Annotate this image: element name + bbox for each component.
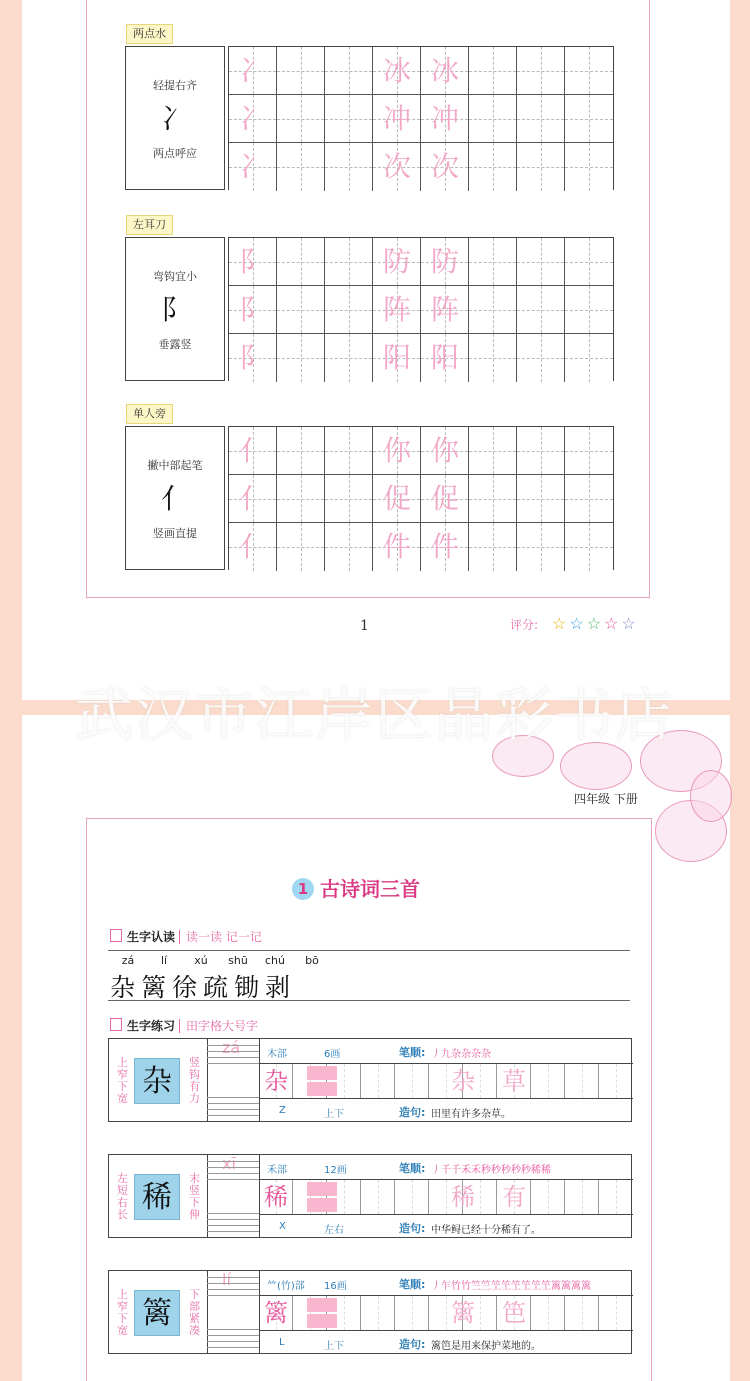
grid-cell[interactable]: [373, 47, 421, 95]
pinyin-lines: [207, 1155, 260, 1237]
pinyin-line: [207, 1097, 259, 1098]
pinyin-line: [207, 1295, 259, 1296]
grid-cell[interactable]: [421, 475, 469, 523]
trace-char: 稀: [264, 1183, 288, 1211]
grid-cell[interactable]: [277, 238, 325, 286]
stroke-count: 6画: [324, 1049, 341, 1060]
grid-char: 冲: [382, 102, 411, 135]
pinyin-line: [207, 1219, 259, 1220]
grid-radical: 阝: [238, 293, 267, 326]
pinyin-line: [207, 1173, 259, 1174]
star-icon[interactable]: ☆: [569, 614, 587, 633]
radical-tip-box: [125, 426, 225, 570]
stroke-count: 12画: [324, 1165, 347, 1176]
star-icon[interactable]: ☆: [621, 614, 639, 633]
sentence-label: 造句:: [399, 1338, 426, 1351]
grid-cell[interactable]: [565, 95, 613, 143]
chars-line: 杂篱徐疏锄剥: [110, 973, 297, 1002]
tian-grid: [228, 46, 614, 190]
trace-block: [307, 1182, 337, 1196]
pinyin-line: [207, 1109, 259, 1110]
pinyin-line: [207, 1277, 259, 1278]
grid-cell[interactable]: [325, 475, 373, 523]
grid-cell[interactable]: [277, 95, 325, 143]
grid-char: 你: [382, 434, 411, 467]
grid-cell[interactable]: [517, 95, 565, 143]
grid-cell[interactable]: [373, 286, 421, 334]
word-card: [108, 1038, 632, 1122]
grid-char: 冲: [430, 102, 459, 135]
grid-cell[interactable]: [277, 143, 325, 191]
grid-cell[interactable]: [565, 143, 613, 191]
example-sentence: 田里有许多杂草。: [431, 1109, 511, 1120]
stroke-count: 16画: [324, 1281, 347, 1292]
grid-cell[interactable]: [229, 475, 277, 523]
grid-cell[interactable]: [421, 334, 469, 382]
book-icon: [110, 929, 122, 942]
page-number: 1: [360, 618, 369, 634]
grid-cell[interactable]: [373, 143, 421, 191]
grid-char: 件: [382, 530, 411, 563]
score-label: 评分:: [510, 618, 539, 632]
grid-cell[interactable]: [325, 334, 373, 382]
grid-cell[interactable]: [325, 286, 373, 334]
watermark: 武汉市江岸区晶彩书店: [74, 681, 675, 749]
grid-char: 冰: [382, 54, 411, 87]
example-sentence: 中华鲟已经十分稀有了。: [431, 1225, 541, 1236]
grid-cell[interactable]: [421, 286, 469, 334]
grid-cell[interactable]: [421, 523, 469, 571]
grid-cell[interactable]: [517, 475, 565, 523]
practice-cell[interactable]: [599, 1180, 633, 1214]
grid-cell[interactable]: [565, 475, 613, 523]
practice-char: 笆: [502, 1299, 526, 1327]
grid-cell[interactable]: [517, 334, 565, 382]
pinyin-line: [207, 1161, 259, 1162]
practice-cell[interactable]: [565, 1064, 599, 1098]
trace-block: [307, 1082, 337, 1096]
radical-glyph: 亻: [160, 482, 189, 515]
grid-cell[interactable]: [517, 143, 565, 191]
star-icon[interactable]: ☆: [586, 614, 605, 633]
practice-char: 有: [502, 1183, 526, 1211]
grid-radical: 冫: [238, 150, 267, 183]
grid-cell[interactable]: [517, 238, 565, 286]
pinyin-trace: lí: [222, 1270, 231, 1289]
structure: 上下: [324, 1109, 344, 1120]
grid-cell[interactable]: [469, 523, 517, 571]
stroke-order: 丿千千禾禾秒秒秒秒秒稀稀: [431, 1165, 551, 1176]
word-tip-panel: [109, 1039, 208, 1121]
pinyin-line: [207, 1231, 259, 1232]
structure: 左右: [324, 1225, 344, 1236]
grid-cell[interactable]: [373, 427, 421, 475]
order-label: 笔顺:: [399, 1046, 426, 1059]
stroke-order: 丿九杂杂杂杂: [431, 1049, 491, 1060]
lesson-number: 1: [292, 878, 314, 900]
left-tip: 左短右长: [117, 1172, 128, 1221]
grid-cell[interactable]: [517, 286, 565, 334]
radical-glyph: 冫: [160, 102, 189, 135]
big-char: 稀: [134, 1174, 180, 1220]
practice-row: [259, 1179, 633, 1215]
radical-tip-box: [125, 237, 225, 381]
trace-block: [307, 1298, 337, 1312]
practice-char: 稀: [451, 1183, 475, 1211]
radical-tag: 左耳刀: [126, 215, 173, 235]
word-card: [108, 1154, 632, 1238]
pinyin: zá: [121, 954, 135, 967]
grid-cell[interactable]: [565, 47, 613, 95]
grid-radical: 阝: [238, 341, 267, 374]
word-tip-panel: [109, 1271, 208, 1353]
practice-cell[interactable]: [531, 1180, 565, 1214]
right-tip: 竖钩有力: [189, 1056, 200, 1105]
grid-cell[interactable]: [229, 47, 277, 95]
grid-char: 阵: [430, 293, 459, 326]
practice-char: 篱: [451, 1299, 475, 1327]
header-label: 生字练习: [127, 1019, 176, 1033]
structure: 上下: [324, 1341, 344, 1352]
pinyin: lí: [160, 954, 168, 967]
header-sub: 田字格大号字: [179, 1019, 258, 1033]
radical-glyph: 阝: [160, 293, 189, 326]
grid-cell[interactable]: [277, 523, 325, 571]
practice-char: 草: [502, 1067, 526, 1095]
header-label: 生字认读: [127, 930, 176, 944]
tian-grid: [228, 426, 614, 570]
grid-cell[interactable]: [229, 286, 277, 334]
grid-radical: 亻: [238, 434, 267, 467]
word-card: [108, 1270, 632, 1354]
grid-cell[interactable]: [325, 523, 373, 571]
grid-cell[interactable]: [565, 286, 613, 334]
grid-cell[interactable]: [565, 427, 613, 475]
grid-char: 次: [382, 150, 411, 183]
grid-cell[interactable]: [373, 475, 421, 523]
grid-char: 件: [430, 530, 459, 563]
pinyin-line: [207, 1167, 259, 1168]
trace-block: [307, 1314, 337, 1328]
pinyin: chú: [265, 954, 285, 967]
radical-info: 禾部: [267, 1165, 287, 1176]
tip-bottom: 垂露竖: [158, 338, 192, 351]
grid-char: 阳: [382, 341, 411, 374]
grid-cell[interactable]: [325, 427, 373, 475]
practice-row: [259, 1295, 633, 1331]
grid-cell[interactable]: [421, 427, 469, 475]
big-char: 篱: [134, 1290, 180, 1336]
grid-char: 促: [382, 482, 411, 515]
tip-top: 撇中部起笔: [147, 459, 203, 472]
grid-cell[interactable]: [229, 334, 277, 382]
grid-cell[interactable]: [469, 47, 517, 95]
grid-cell[interactable]: [229, 427, 277, 475]
grid-cell[interactable]: [373, 523, 421, 571]
grid-cell[interactable]: [373, 238, 421, 286]
grid-char: 防: [382, 245, 411, 278]
initial-letter: Z: [279, 1105, 286, 1116]
sentence-label: 造句:: [399, 1106, 426, 1119]
practice-cell[interactable]: [395, 1296, 429, 1330]
divider: [108, 950, 630, 951]
section-header-reading: [110, 928, 262, 945]
grid-radical: 阝: [238, 245, 267, 278]
grid-cell[interactable]: [565, 238, 613, 286]
grid-cell[interactable]: [469, 427, 517, 475]
rating-stars: [552, 614, 639, 633]
grid-cell[interactable]: [469, 334, 517, 382]
big-char: 杂: [134, 1058, 180, 1104]
grid-cell[interactable]: [277, 475, 325, 523]
tian-grid: [228, 237, 614, 381]
radical-info: 木部: [267, 1049, 287, 1060]
grid-cell[interactable]: [277, 47, 325, 95]
grid-cell[interactable]: [229, 95, 277, 143]
star-icon[interactable]: ☆: [604, 614, 622, 633]
pinyin: xú: [194, 954, 208, 967]
grade-label: 四年级 下册: [574, 792, 638, 806]
pinyin-lines: [207, 1271, 260, 1353]
grid-cell[interactable]: [229, 238, 277, 286]
trace-char: 篱: [264, 1299, 288, 1327]
header-sub: 读一读 记一记: [179, 930, 262, 944]
grid-cell[interactable]: [277, 427, 325, 475]
initial-letter: X: [279, 1221, 286, 1232]
practice-char: 杂: [451, 1067, 475, 1095]
grid-char: 防: [430, 245, 459, 278]
radical-tip-box: [125, 46, 225, 190]
grid-char: 促: [430, 482, 459, 515]
trace-char: 杂: [264, 1067, 288, 1095]
trace-block: [307, 1198, 337, 1212]
pinyin: shū: [228, 954, 248, 967]
right-tip: 下部紧凑: [189, 1288, 200, 1337]
pinyin-line: [207, 1213, 259, 1214]
grid-cell[interactable]: [373, 95, 421, 143]
pinyin-line: [207, 1347, 259, 1348]
grid-cell[interactable]: [277, 286, 325, 334]
grid-cell[interactable]: [421, 47, 469, 95]
grid-radical: 亻: [238, 530, 267, 563]
grid-cell[interactable]: [421, 95, 469, 143]
practice-cell[interactable]: [395, 1064, 429, 1098]
book-icon: [110, 1018, 122, 1031]
left-tip: 上窄下宽: [117, 1056, 128, 1105]
grid-cell[interactable]: [469, 286, 517, 334]
pinyin-line: [207, 1283, 259, 1284]
pinyin-line: [207, 1179, 259, 1180]
word-tip-panel: [109, 1155, 208, 1237]
grid-cell[interactable]: [325, 238, 373, 286]
grid-cell[interactable]: [373, 334, 421, 382]
grid-char: 冰: [430, 54, 459, 87]
pinyin-line: [207, 1051, 259, 1052]
pinyin: bō: [305, 954, 319, 967]
practice-cell[interactable]: [565, 1180, 599, 1214]
grid-cell[interactable]: [469, 238, 517, 286]
practice-cell[interactable]: [599, 1296, 633, 1330]
pinyin-lines: [207, 1039, 260, 1121]
pinyin-line: [207, 1057, 259, 1058]
practice-cell[interactable]: [599, 1064, 633, 1098]
pinyin-trace: xī: [222, 1154, 236, 1173]
tip-top: 轻提右齐: [153, 79, 197, 92]
grid-radical: 冫: [238, 102, 267, 135]
grid-cell[interactable]: [517, 523, 565, 571]
order-label: 笔顺:: [399, 1278, 426, 1291]
pinyin-line: [207, 1045, 259, 1046]
practice-cell[interactable]: [531, 1064, 565, 1098]
lesson-title-text: 古诗词三首: [320, 877, 420, 901]
pinyin-line: [207, 1225, 259, 1226]
practice-row: [259, 1063, 633, 1099]
stroke-order: 丿乍竹竹竺竺笁笁笁笁笁笁篱篱篱篱: [431, 1281, 591, 1292]
grid-cell[interactable]: [469, 95, 517, 143]
practice-cell[interactable]: [531, 1296, 565, 1330]
order-label: 笔顺:: [399, 1162, 426, 1175]
section-header-practice: [110, 1017, 258, 1034]
grid-cell[interactable]: [229, 523, 277, 571]
divider: [108, 1000, 630, 1001]
lesson-title: [292, 873, 420, 902]
trace-block: [307, 1066, 337, 1080]
grid-cell[interactable]: [325, 95, 373, 143]
radical-tag: 两点水: [126, 24, 173, 44]
grid-radical: 冫: [238, 54, 267, 87]
tip-bottom: 竖画直提: [153, 527, 197, 540]
pinyin-line: [207, 1063, 259, 1064]
practice-cell[interactable]: [565, 1296, 599, 1330]
pinyin-line: [207, 1329, 259, 1330]
star-icon[interactable]: ☆: [552, 614, 570, 633]
example-sentence: 篱笆是用来保护菜地的。: [431, 1341, 541, 1352]
grid-char: 阵: [382, 293, 411, 326]
practice-cell[interactable]: [395, 1180, 429, 1214]
pinyin-line: [207, 1289, 259, 1290]
pinyin-line: [207, 1335, 259, 1336]
radical-tag: 单人旁: [126, 404, 173, 424]
radical-info: ⺮(竹)部: [267, 1281, 305, 1292]
grid-cell[interactable]: [469, 143, 517, 191]
practice-cell[interactable]: [361, 1064, 395, 1098]
left-tip: 上窄下宽: [117, 1288, 128, 1337]
sentence-label: 造句:: [399, 1222, 426, 1235]
grid-cell[interactable]: [325, 47, 373, 95]
grid-char: 次: [430, 150, 459, 183]
practice-cell[interactable]: [361, 1180, 395, 1214]
grid-cell[interactable]: [229, 143, 277, 191]
grid-cell[interactable]: [277, 334, 325, 382]
grid-cell[interactable]: [469, 475, 517, 523]
pinyin-trace: zá: [222, 1038, 241, 1057]
tip-bottom: 两点呼应: [153, 147, 197, 160]
initial-letter: L: [279, 1337, 285, 1348]
practice-cell[interactable]: [361, 1296, 395, 1330]
grid-cell[interactable]: [517, 427, 565, 475]
tip-top: 弯钩宜小: [153, 270, 197, 283]
grid-cell[interactable]: [421, 143, 469, 191]
grid-cell[interactable]: [325, 143, 373, 191]
grid-radical: 亻: [238, 482, 267, 515]
grid-char: 你: [430, 434, 459, 467]
grid-char: 阳: [430, 341, 459, 374]
pinyin-line: [207, 1341, 259, 1342]
grid-cell[interactable]: [517, 47, 565, 95]
grid-cell[interactable]: [421, 238, 469, 286]
grid-cell[interactable]: [565, 334, 613, 382]
pinyin-line: [207, 1115, 259, 1116]
pinyin-line: [207, 1103, 259, 1104]
right-tip: 末竖下伸: [189, 1172, 200, 1221]
grid-cell[interactable]: [565, 523, 613, 571]
